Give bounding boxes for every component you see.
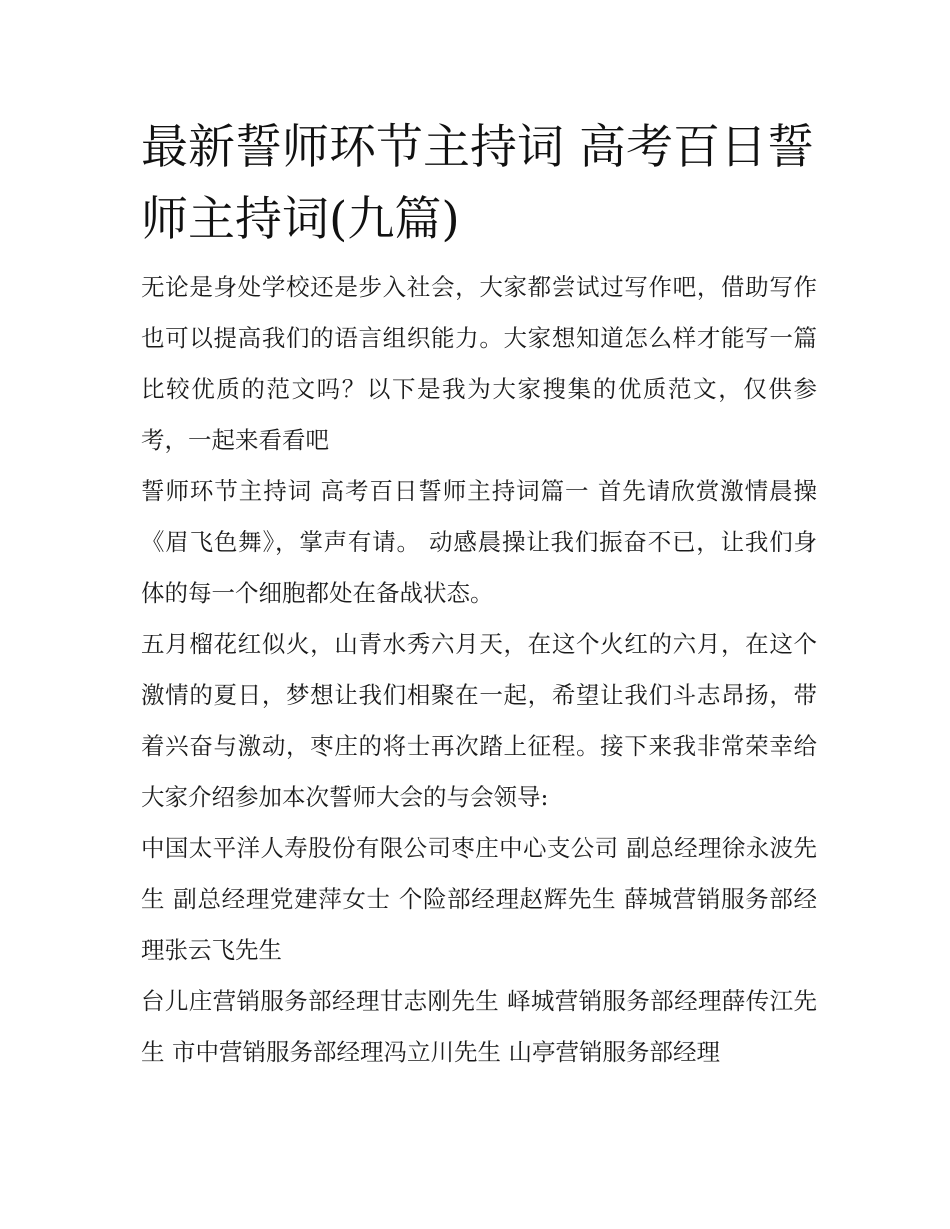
paragraph-leaders-2: 台儿庄营销服务部经理甘志刚先生 峄城营销服务部经理薛传江先生 市中营销服务部经理冯立川先生 山亭营销服务部经理	[141, 987, 817, 1066]
document-title: 最新誓师环节主持词 高考百日誓师主持词(九篇)	[141, 120, 814, 247]
paragraph-intro: 无论是身处学校还是步入社会，大家都尝试过写作吧，借助写作也可以提高我们的语言组织能力。大家想知道怎么样才能写一篇比较优质的范文吗？以下是我为大家搜集的优质范文，仅供参考，一起来看看吧	[141, 273, 817, 454]
document-body	[141, 262, 817, 1078]
paragraph-leaders-1: 中国太平洋人寿股份有限公司枣庄中心支公司 副总经理徐永波先生 副总经理党建萍女士 个险部经理赵辉先生 薛城营销服务部经理张云飞先生	[141, 834, 817, 964]
paragraph-opening: 誓师环节主持词 高考百日誓师主持词篇一 首先请欣赏激情晨操《眉飞色舞》，掌声有请。 动感晨操让我们振奋不已，让我们身体的每一个细胞都处在备战状态。	[141, 477, 817, 607]
paragraph-welcome: 五月榴花红似火，山青水秀六月天，在这个火红的六月，在这个激情的夏日，梦想让我们相聚在一起，希望让我们斗志昂扬，带着兴奋与激动，枣庄的将士再次踏上征程。接下来我非常荣幸给大家介绍参加本次誓师大会的与会领导:	[141, 630, 817, 811]
document-page	[141, 112, 817, 1078]
